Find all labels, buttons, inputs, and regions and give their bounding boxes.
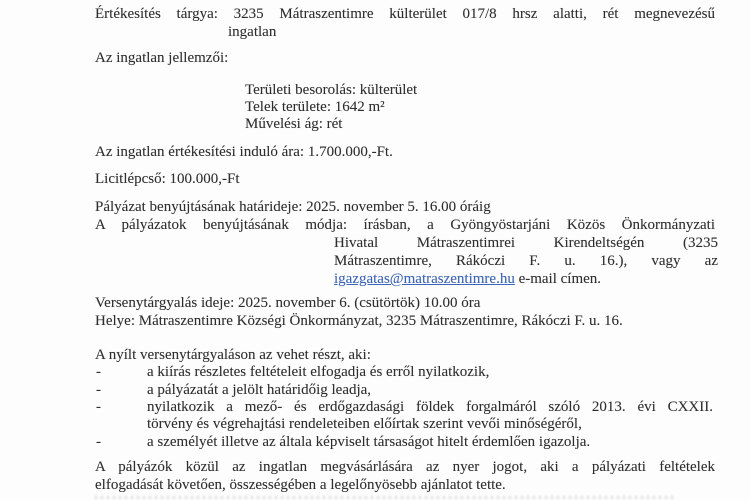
submission-method-line-1: A pályázatok benyújtásának módja: írásban, a Gyöngyöstarjáni Közös Önkormányzati [95, 217, 715, 233]
subject-line-2: ingatlan [228, 24, 277, 40]
participation-item-3-line-1: nyilatkozik a mező- és erdőgazdasági földek forgalmáról szóló 2013. évi CXXII. [147, 399, 713, 415]
participation-heading: A nyílt versenytárgyaláson az vehet részt, aki: [95, 347, 371, 363]
participation-item-3-line-2: törvény és végrehajtási rendeleteiben előírtak szerint vevői minőségéről, [147, 416, 582, 432]
features-heading: Az ingatlan jellemzői: [95, 50, 229, 66]
starting-price: Az ingatlan értékesítési induló ára: 1.700.000,-Ft. [95, 144, 393, 160]
participation-item-4: a személyét illetve az általa képviselt társaságot hitelt érdemlően igazolja. [147, 434, 591, 450]
bullet-dash-1: - [96, 364, 101, 380]
auction-place: Helye: Mátraszentimre Községi Önkormányzat, 3235 Mátraszentimre, Rákóczi F. u. 16. [95, 313, 623, 329]
auction-time: Versenytárgyalás ideje: 2025. november 6. (csütörtök) 10.00 óra [95, 295, 481, 311]
feature-plot-area: Telek területe: 1642 m² [245, 99, 385, 115]
feature-zone: Területi besorolás: külterület [245, 82, 418, 98]
submission-deadline: Pályázat benyújtásának határideje: 2025. november 5. 16.00 óráig [95, 199, 491, 215]
cropped-next-line-artifact [95, 496, 675, 499]
bullet-dash-4: - [96, 434, 101, 450]
submission-method-line-2: Hivatal Mátraszentimrei Kirendeltségén (3235 [334, 235, 718, 251]
bullet-dash-3: - [96, 399, 101, 415]
feature-cultivation: Művelési ág: rét [245, 116, 343, 132]
bid-step: Licitlépcső: 100.000,-Ft [95, 171, 240, 187]
participation-item-1: a kiírás részletes feltételeit elfogadja és erről nyilatkozik, [147, 364, 490, 380]
winner-line-2: elfogadását követően, összességében a legelőnyösebb ajánlatot tette. [95, 477, 506, 493]
winner-line-1: A pályázók közül az ingatlan megvásárlására az nyer jogot, aki a pályázati feltételek [95, 459, 715, 475]
submission-method-line-4 [334, 270, 601, 288]
email-link[interactable]: igazgatas@matraszentimre.hu [334, 271, 515, 287]
submission-method-line-3: Mátraszentimre, Rákóczi F. u. 16.), vagy az [334, 253, 718, 269]
email-line-rest: e-mail címen. [514, 271, 602, 287]
bullet-dash-2: - [96, 382, 101, 398]
subject-line-1: Értékesítés tárgya: 3235 Mátraszentimre külterület 017/8 hrsz alatti, rét megnevezésű [95, 6, 715, 22]
participation-item-2: a pályázatát a jelölt határidőig leadja, [147, 382, 372, 398]
